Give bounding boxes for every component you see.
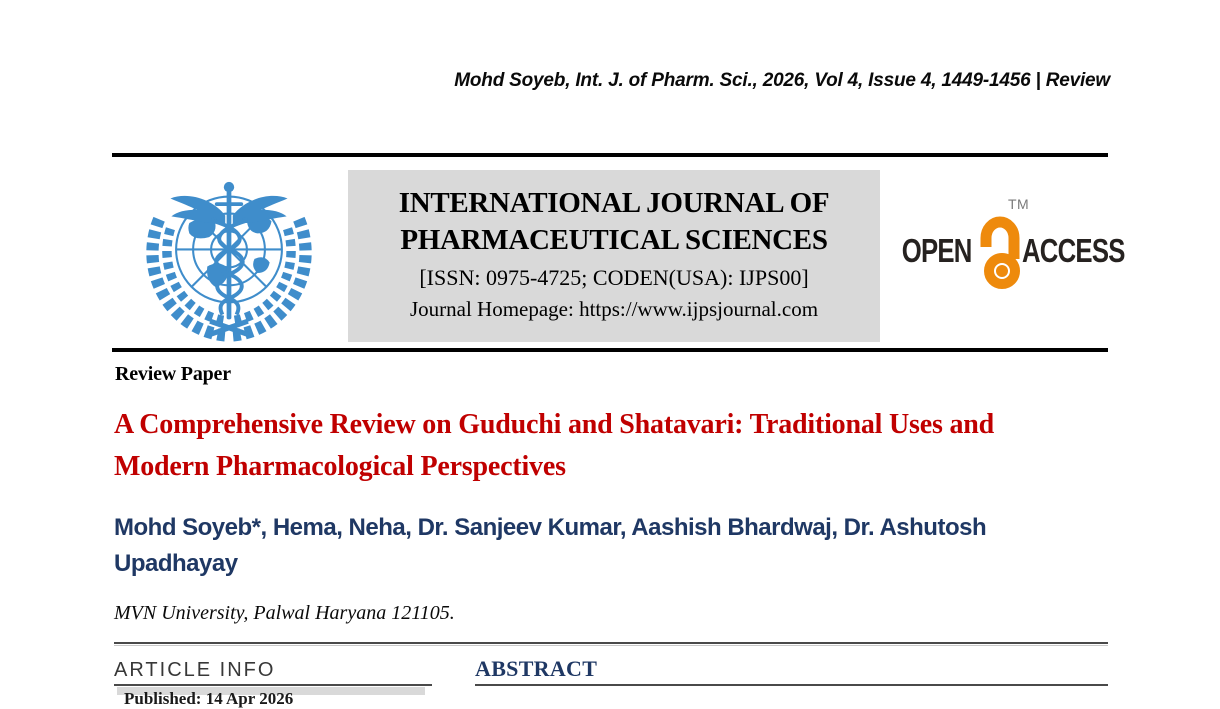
section-divider-rule-shadow <box>114 645 1108 646</box>
journal-homepage-url: Journal Homepage: https://www.ijpsjournal.com <box>409 297 819 321</box>
who-caduceus-globe-icon <box>133 172 325 342</box>
masthead-bottom-rule <box>112 348 1108 352</box>
journal-issn-coden: [ISSN: 0975-4725; CODEN(USA): IJPS00] <box>419 265 809 290</box>
author-list: Mohd Soyeb*, Hema, Neha, Dr. Sanjeev Kumar, Aashish Bhardwaj, Dr. Ashutosh Upadhayay <box>114 514 987 577</box>
open-access-logo <box>882 195 1125 307</box>
running-head-citation: Mohd Soyeb, Int. J. of Pharm. Sci., 2026, Vol 4, Issue 4, 1449-1456 | Review <box>454 70 1110 91</box>
abstract-underline <box>475 684 1108 686</box>
journal-title-line2: PHARMACEUTICAL SCIENCES <box>400 224 828 256</box>
journal-logo <box>133 172 325 342</box>
article-title: A Comprehensive Review on Guduchi and Shatavari: Traditional Uses and Modern Pharmacological Perspectives <box>114 409 994 482</box>
trademark-label: TM <box>1008 196 1030 212</box>
abstract-heading: ABSTRACT <box>475 656 598 681</box>
published-date-text: Published: 14 Apr 2026 <box>124 689 294 708</box>
article-info-heading: ARTICLE INFO <box>114 659 276 681</box>
section-divider-rule <box>114 642 1108 644</box>
article-type-label: Review Paper <box>115 363 231 385</box>
journal-masthead-box <box>348 170 880 342</box>
top-divider-rule <box>112 153 1108 157</box>
open-access-padlock-icon <box>974 201 1020 301</box>
open-access-word-open: OPEN <box>901 232 972 269</box>
article-info-underline <box>114 684 432 686</box>
published-date-row-clipped <box>117 687 425 708</box>
affiliation: MVN University, Palwal Haryana 121105. <box>114 602 455 624</box>
open-access-word-access: ACCESS <box>1021 232 1125 269</box>
journal-title-line1: INTERNATIONAL JOURNAL OF <box>398 187 830 219</box>
